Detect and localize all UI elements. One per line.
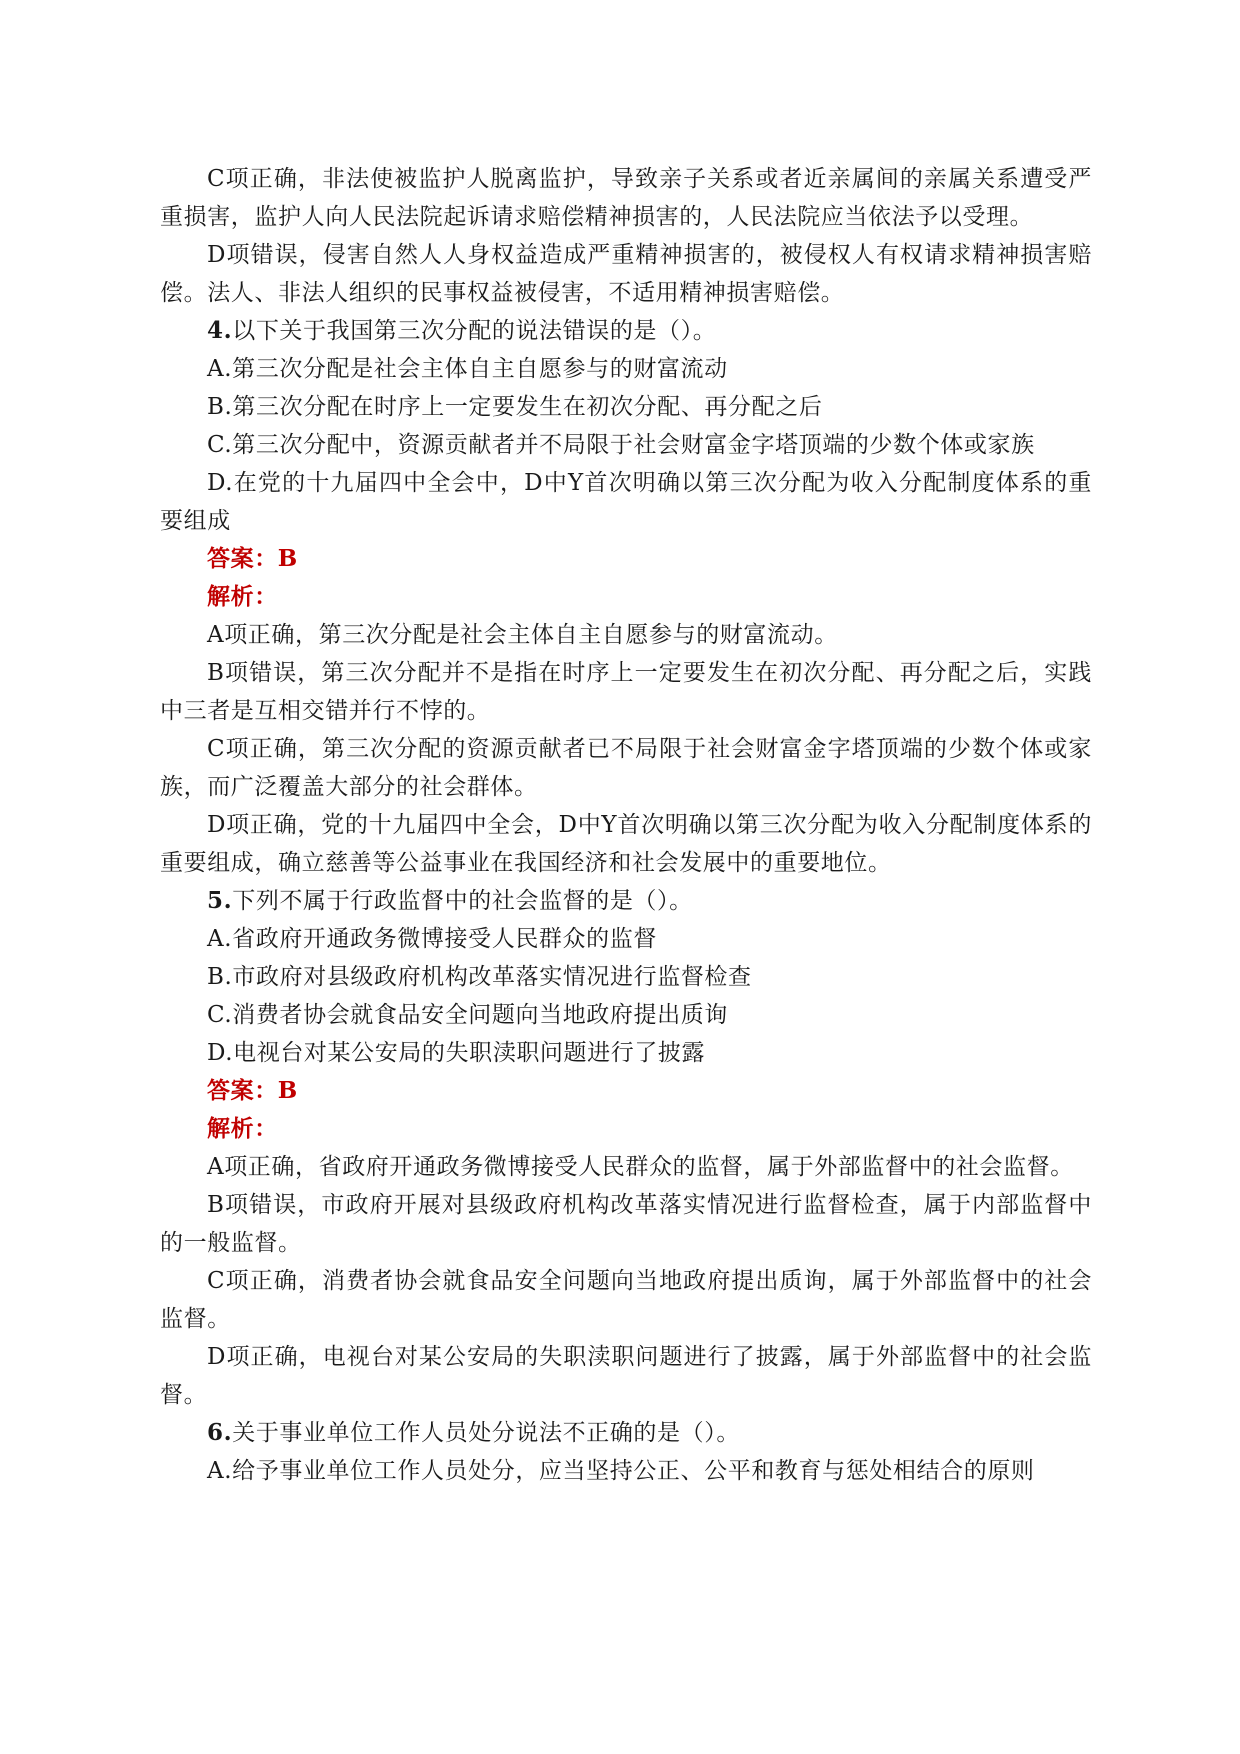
option-a: A.给予事业单位工作人员处分，应当坚持公正、公平和教育与惩处相结合的原则: [207, 1458, 1035, 1484]
option-d: D.在党的十九届四中全会中，D中Y首次明确以第三次分配为收入分配制度体系的重要组成: [160, 470, 1092, 534]
analysis-paragraph-c: C项正确，非法使被监护人脱离监护，导致亲子关系或者近亲属间的亲属关系遭受严重损害，监护人向人民法院起诉请求赔偿精神损害的，人民法院应当依法予以受理。: [160, 166, 1092, 230]
analysis-paragraph-d: D项错误，侵害自然人人身权益造成严重精神损害的，被侵权人有权请求精神损害赔偿。法人、非法人组织的民事权益被侵害，不适用精神损害赔偿。: [160, 242, 1092, 306]
question-4: [160, 312, 1092, 350]
option-a: A.第三次分配是社会主体自主自愿参与的财富流动: [207, 356, 728, 382]
question-text: 下列不属于行政监督中的社会监督的是（）。: [232, 888, 693, 914]
question-5: [160, 882, 1092, 920]
analysis-paragraph-a: A项正确，省政府开通政务微博接受人民群众的监督，属于外部监督中的社会监督。: [207, 1154, 1074, 1180]
option-d: D.电视台对某公安局的失职渎职问题进行了披露: [207, 1040, 706, 1066]
option-a: A.省政府开通政务微博接受人民群众的监督: [207, 926, 657, 952]
answer-label: 答案：B: [207, 1077, 298, 1104]
option-b: B.市政府对县级政府机构改革落实情况进行监督检查: [207, 964, 752, 990]
answer-label: 答案：B: [207, 545, 298, 572]
option-c: C.消费者协会就食品安全问题向当地政府提出质询: [207, 1002, 728, 1028]
analysis-paragraph-d: D项正确，党的十九届四中全会，D中Y首次明确以第三次分配为收入分配制度体系的重要组成，确立慈善等公益事业在我国经济和社会发展中的重要地位。: [160, 812, 1092, 876]
question-number: 5.: [207, 887, 233, 914]
analysis-paragraph-d: D项正确，电视台对某公安局的失职渎职问题进行了披露，属于外部监督中的社会监督。: [160, 1344, 1092, 1408]
question-text: 以下关于我国第三次分配的说法错误的是（）。: [232, 318, 717, 344]
analysis-paragraph-b: B项错误，第三次分配并不是指在时序上一定要发生在初次分配、再分配之后，实践中三者是互相交错并行不悖的。: [160, 660, 1092, 724]
question-number: 4.: [207, 317, 233, 344]
analysis-label: 解析：: [207, 583, 278, 610]
question-number: 6.: [207, 1419, 233, 1446]
question-text: 关于事业单位工作人员处分说法不正确的是（）。: [232, 1420, 740, 1446]
analysis-paragraph-a: A项正确，第三次分配是社会主体自主自愿参与的财富流动。: [207, 622, 838, 648]
analysis-label: 解析：: [207, 1115, 278, 1142]
analysis-paragraph-c: C项正确，第三次分配的资源贡献者已不局限于社会财富金字塔顶端的少数个体或家族，而广泛覆盖大部分的社会群体。: [160, 736, 1092, 800]
document-page: [160, 160, 1092, 1490]
question-6: [160, 1414, 1092, 1452]
analysis-paragraph-b: B项错误，市政府开展对县级政府机构改革落实情况进行监督检查，属于内部监督中的一般监督。: [160, 1192, 1092, 1256]
option-b: B.第三次分配在时序上一定要发生在初次分配、再分配之后: [207, 394, 823, 420]
option-c: C.第三次分配中，资源贡献者并不局限于社会财富金字塔顶端的少数个体或家族: [207, 432, 1035, 458]
analysis-paragraph-c: C项正确，消费者协会就食品安全问题向当地政府提出质询，属于外部监督中的社会监督。: [160, 1268, 1092, 1332]
